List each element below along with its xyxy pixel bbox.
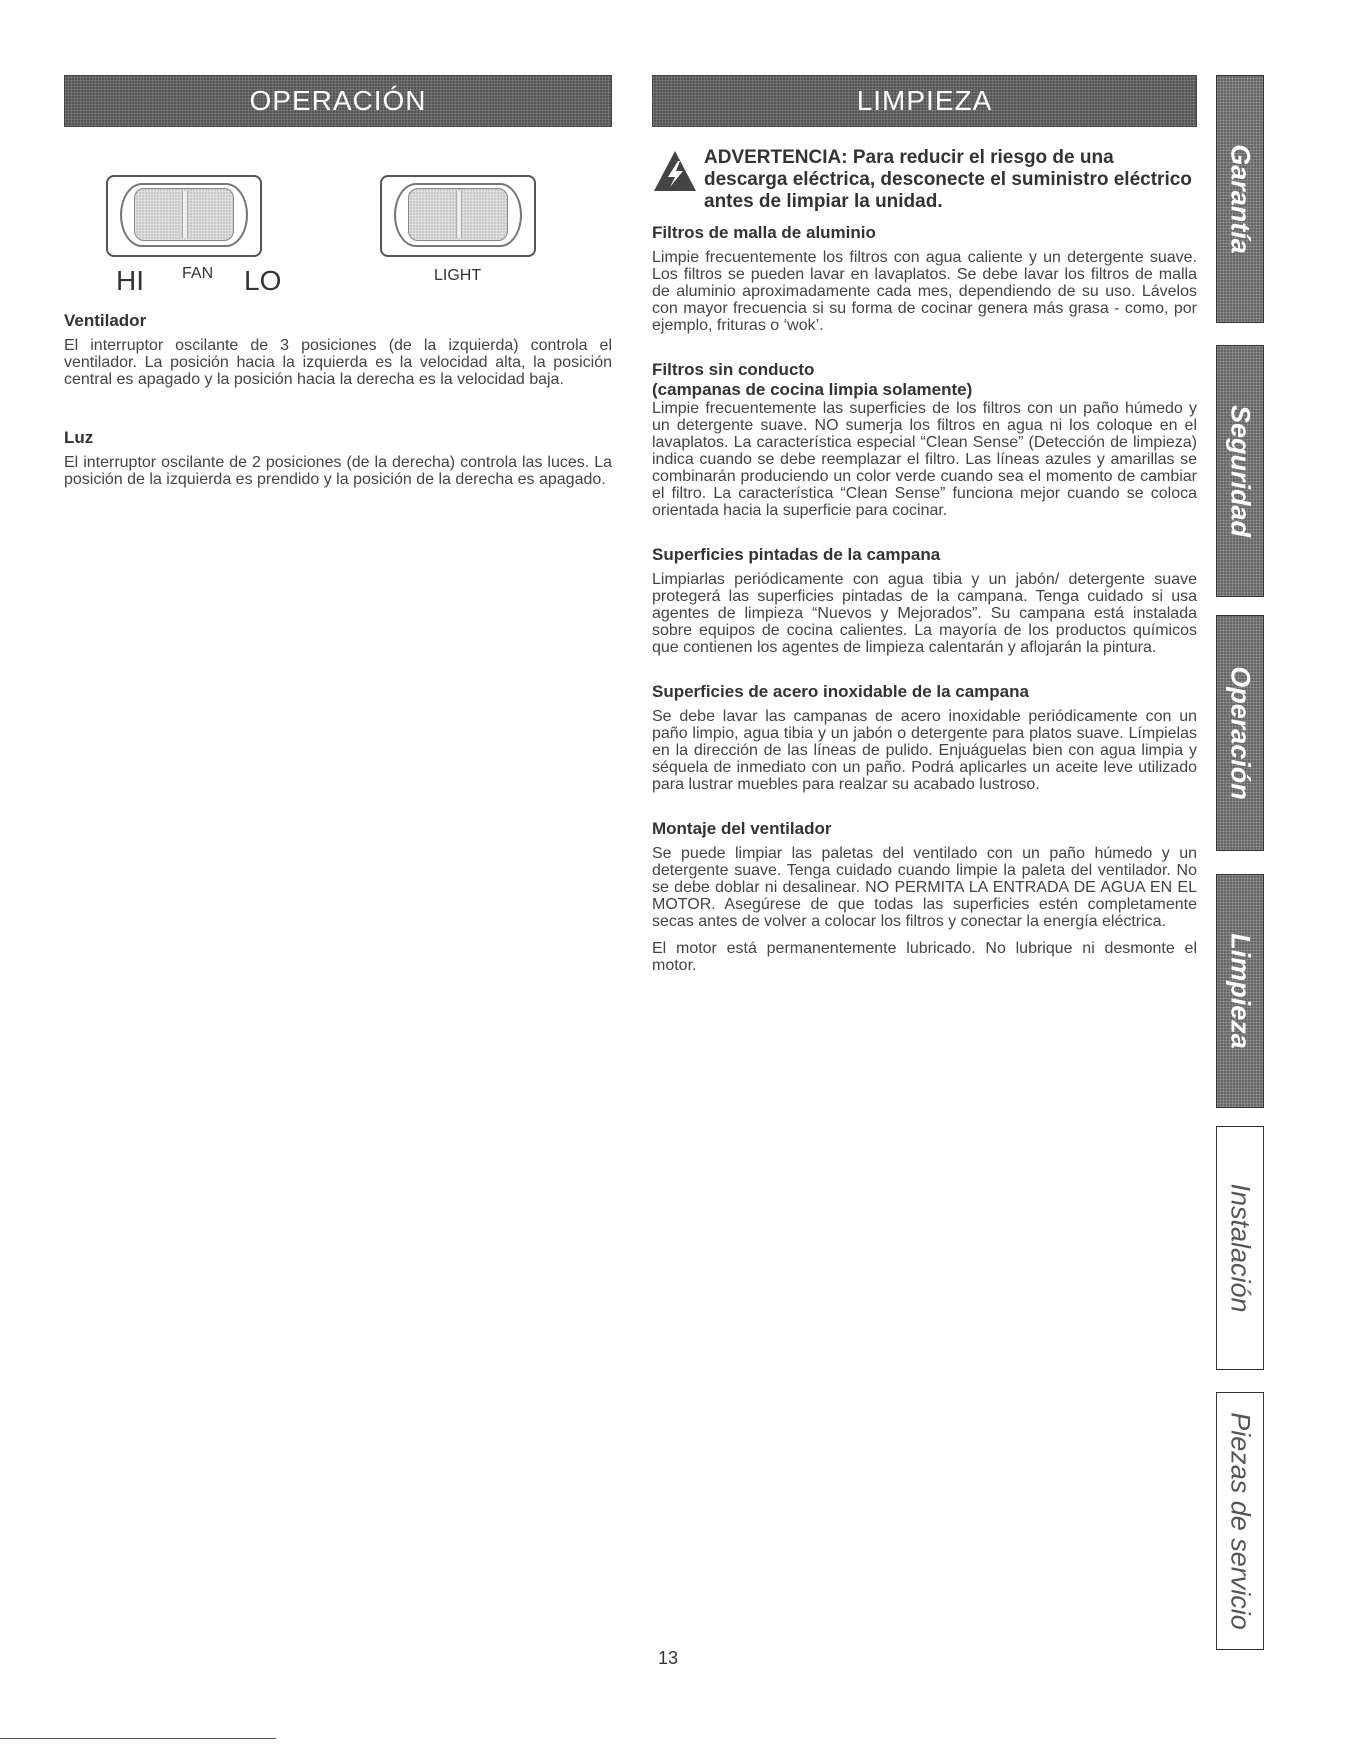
section-subheading: (campanas de cocina limpia solamente) [652,380,973,399]
tab-label: Garantía [1225,144,1256,254]
section-text: El interruptor oscilante de 3 posiciones (de la izquierda) controla el ventilador. La posición hacia la izquierda es la velocidad alta, la posición central es apagado y la posición hacia la derecha es la velocidad baja. [64,337,612,388]
limpieza-banner: LIMPIEZA [652,75,1197,127]
section-text: Se puede limpiar las paletas del ventilado con un paño húmedo y un detergente suave. Tenga cuidado cuando limpie la paleta del ventilador. No se debe doblar ni desalinear. NO PERMITA LA ENTRADA DE AGUA EN EL MOTOR. Asegúrese de que todas las superficies estén completamente secas antes de volver a colocar los filtros y conectar la energía eléctrica. [652,845,1197,930]
fan-rocker-switch-image [106,175,262,257]
switch-label-fan: FAN [182,265,214,282]
tab-label: Operación [1225,666,1256,800]
tab-piezas-de-servicio[interactable] [1216,1392,1264,1650]
switch-label-light: LIGHT [434,267,482,284]
section-text: El motor está permanentemente lubricado. No lubrique ni desmonte el motor. [652,940,1197,974]
light-rocker-switch-image [380,175,536,257]
switch-illustration [64,127,612,296]
warning-text: ADVERTENCIA: Para reducir el riesgo de una descarga eléctrica, desconecte el suministro eléctrico antes de limpiar la unidad. [704,147,1192,212]
superficies-pintadas-section [652,545,1197,656]
section-heading: Ventilador [64,311,147,330]
tab-label: Limpieza [1225,933,1256,1049]
section-heading: Montaje del ventilador [652,819,832,838]
bottom-divider [0,1738,276,1739]
page-number: 13 [658,1648,679,1668]
filtros-sin-conducto-section [652,360,1197,519]
switch-label-hi: HI [116,265,144,296]
switch-label-lo: LO [244,265,282,296]
tab-seguridad[interactable] [1216,345,1264,597]
filtros-aluminio-section [652,223,1197,334]
section-heading: Filtros sin conducto [652,360,815,379]
luz-section [64,428,612,488]
section-text: Limpie frecuentemente los filtros con agua caliente y un detergente suave. Los filtros se pueden lavar en lavaplatos. Se debe lavar los filtros de malla de aluminio aproximadamente cada mes, dependiendo de su uso. Lávelos con mayor frecuencia si su forma de cocinar genera más grasa - como, por ejemplo, frituras o ‘wok’. [652,249,1197,334]
section-text: El interruptor oscilante de 2 posiciones (de la derecha) controla las luces. La posición de la izquierda es prendido y la posición de la derecha es apagado. [64,454,612,488]
operacion-column [64,75,612,514]
section-text: Se debe lavar las campanas de acero inoxidable periódicamente con un paño limpio, agua tibia y un jabón o detergente para platos suave. Límpielas en la dirección de las líneas de pulido. Enjuáguelas bien con agua limpia y séquela de inmediato con un paño. Podrá aplicarles un aceite leve utilizado para lustrar muebles para realzar su acabado lustroso. [652,708,1197,793]
tab-label: Seguridad [1225,404,1256,538]
warning-block [652,147,1197,213]
limpieza-column [652,75,1197,1000]
tab-operacion[interactable] [1216,615,1264,851]
section-heading: Superficies pintadas de la campana [652,545,941,564]
operacion-banner: OPERACIÓN [64,75,612,127]
tab-label: Piezas de servicio [1225,1412,1256,1630]
tab-label: Instalación [1225,1183,1256,1313]
ventilador-section [64,311,612,388]
section-text: Limpiarlas periódicamente con agua tibia y un jabón/ detergente suave protegerá las superficies pintadas de la campana. Tenga cuidado si usa agentes de limpieza “Nuevos y Mejorados”. Su campana está instalada sobre equipos de cocina calientes. La mayoría de los productos químicos que contienen los agentes de limpieza calentarán y aflojarán la pintura. [652,571,1197,656]
tab-garantia[interactable] [1216,75,1264,323]
acero-inoxidable-section [652,682,1197,793]
section-heading: Superficies de acero inoxidable de la campana [652,682,1029,701]
tab-limpieza[interactable] [1216,874,1264,1108]
section-text: Limpie frecuentemente las superficies de los filtros con un paño húmedo y un detergente suave. NO sumerja los filtros en agua ni los coloque en el lavaplatos. La característica especial “Clean Sense” (Detección de limpieza) indica cuando se debe reemplazar el filtro. Las líneas azules y amarillas se combinarán produciendo un color verde cuando sea el momento de cambiar el filtro. La característica “Clean Sense” funciona mejor cuando se coloca orientada hacia la superficie para cocinar. [652,400,1197,519]
montaje-ventilador-section [652,819,1197,974]
tab-instalacion[interactable] [1216,1126,1264,1370]
section-heading: Luz [64,428,94,447]
warning-triangle-icon [652,149,698,193]
section-heading: Filtros de malla de aluminio [652,223,876,242]
